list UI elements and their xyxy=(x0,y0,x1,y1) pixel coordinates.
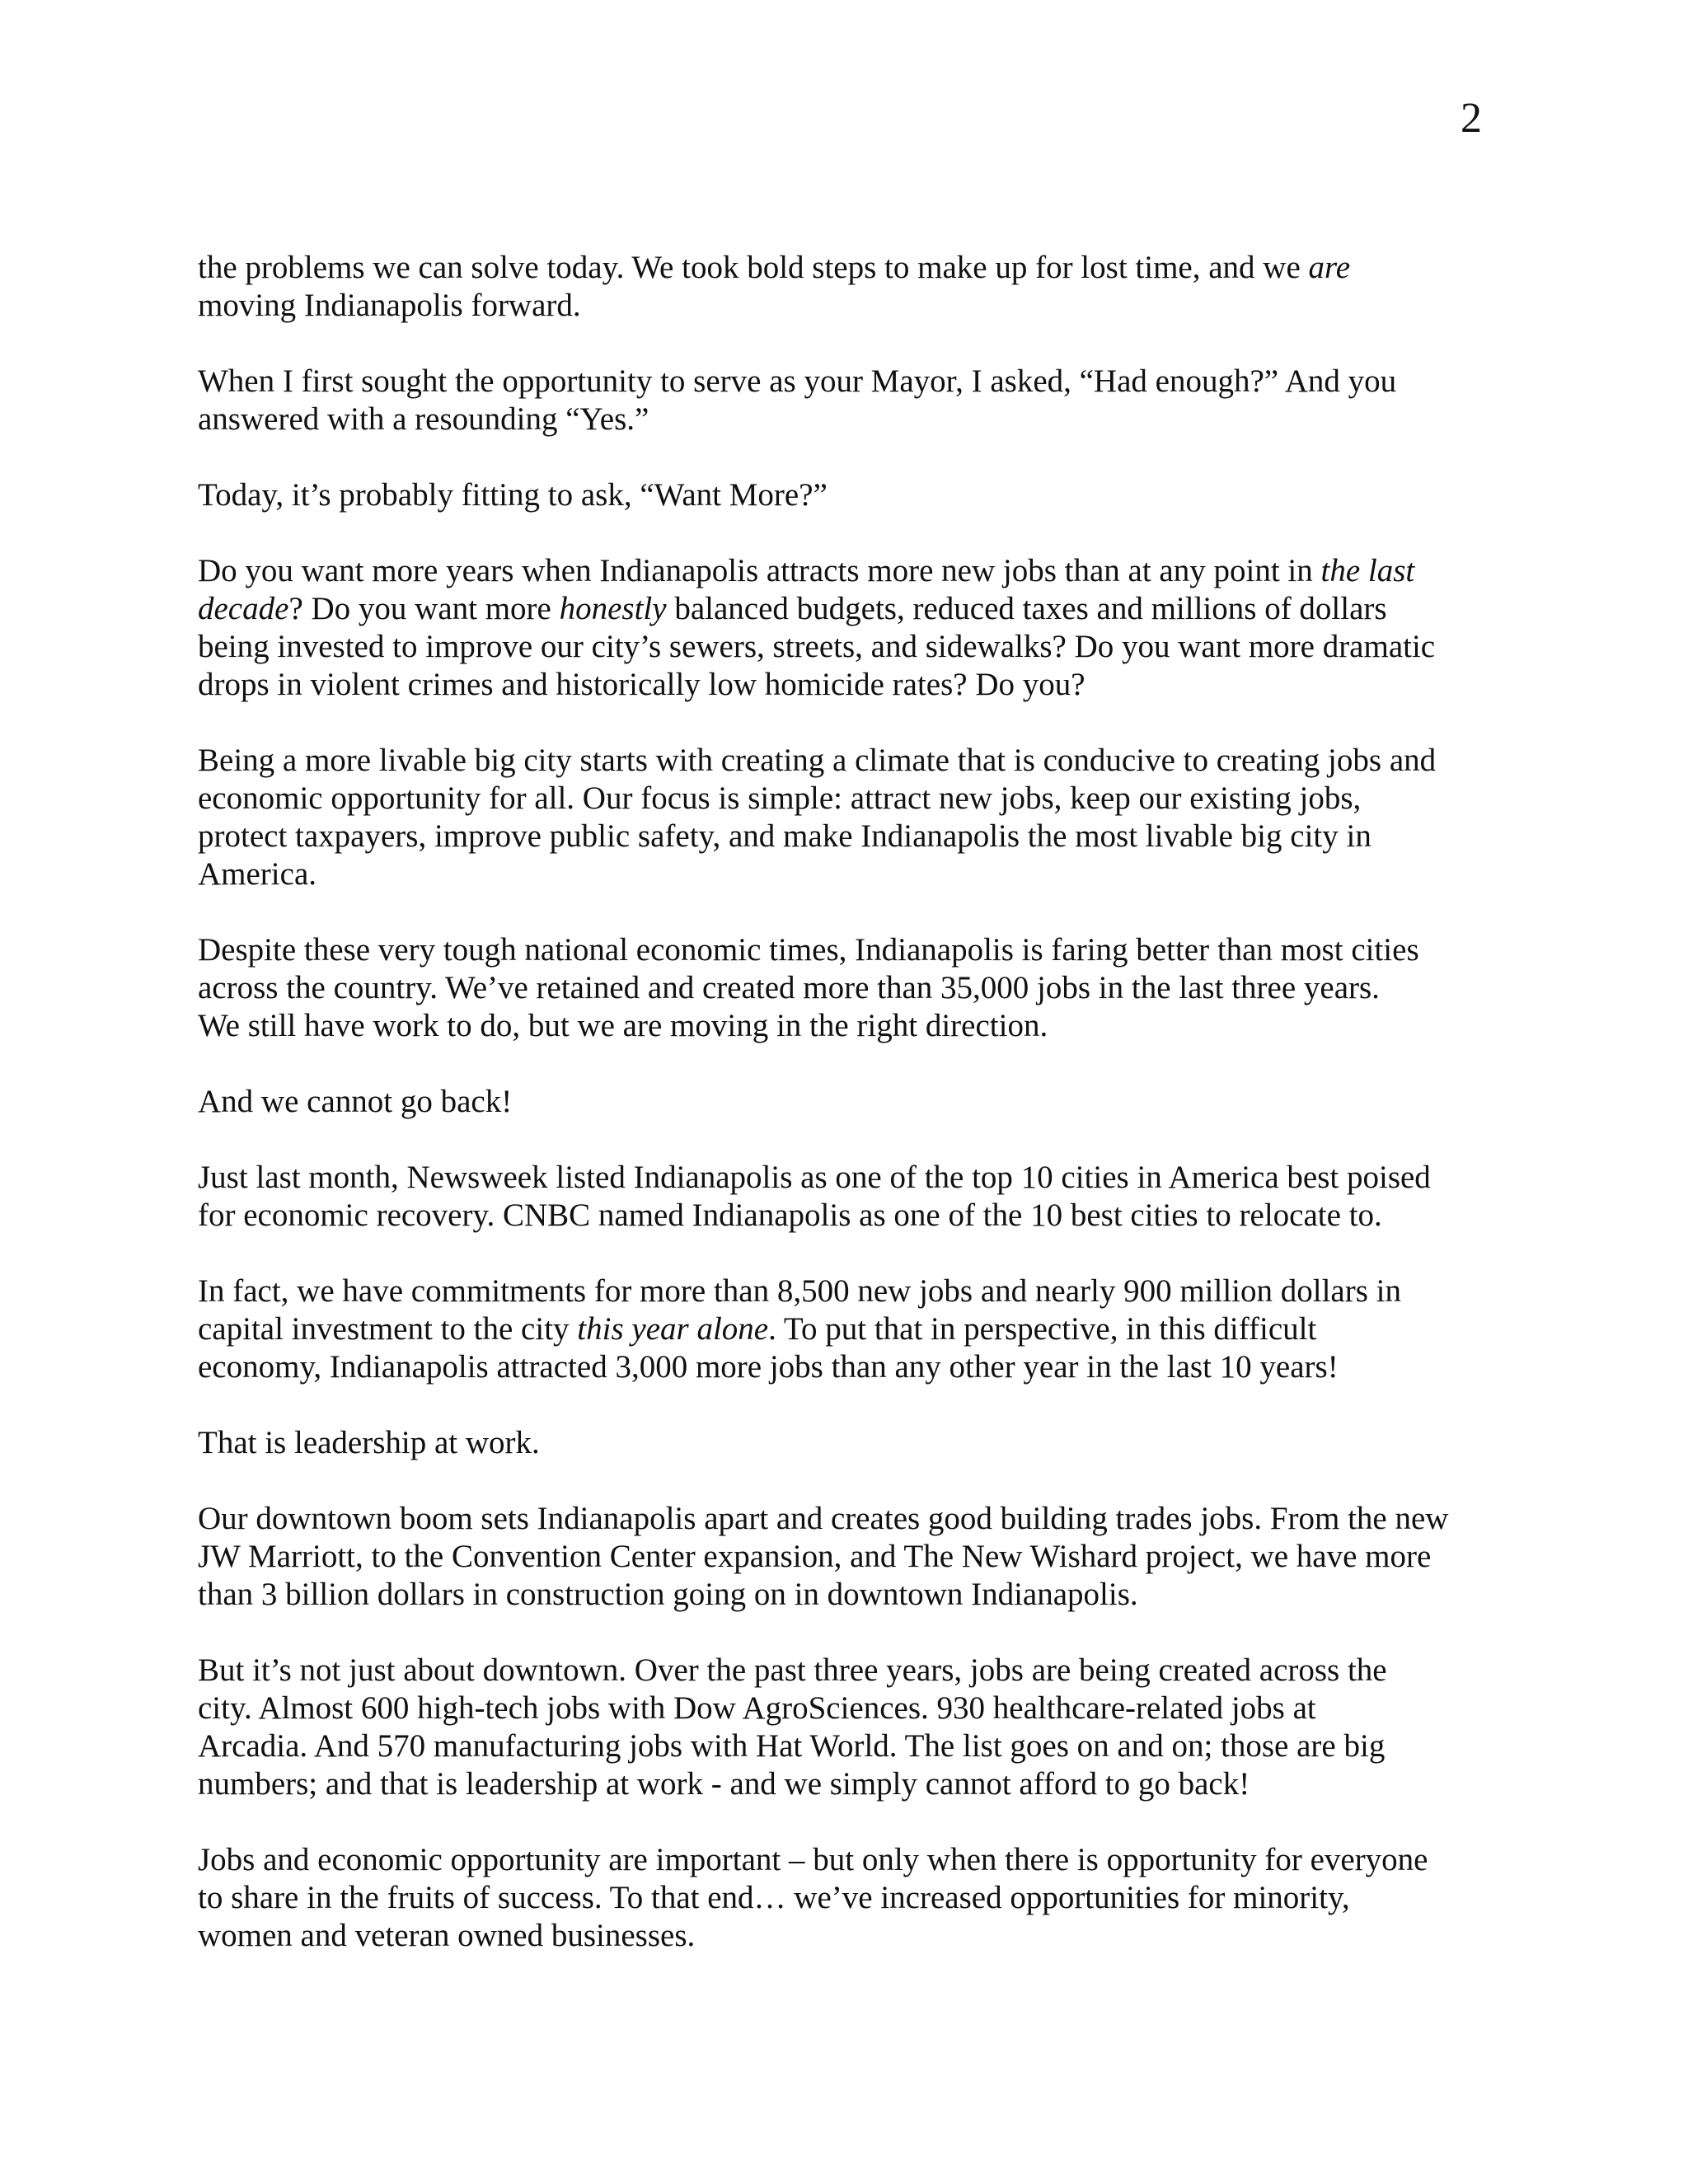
text-line: decade? Do you want more honestly balanced budgets, reduced taxes and millions of dollars xyxy=(198,591,1387,626)
italic-text: are xyxy=(1308,250,1351,285)
text-line: numbers; and that is leadership at work - and we simply cannot afford to go back! xyxy=(198,1766,1250,1802)
text-line: answered with a resounding “Yes.” xyxy=(198,401,649,437)
text-line: than 3 billion dollars in construction going on in downtown Indianapolis. xyxy=(198,1577,1138,1612)
paragraph xyxy=(198,1083,1508,1121)
text-line: capital investment to the city this year alone. To put that in perspective, in this difficult xyxy=(198,1311,1317,1347)
text-line: In fact, we have commitments for more than 8,500 new jobs and nearly 900 million dollars in xyxy=(198,1273,1401,1309)
paragraph xyxy=(198,363,1508,438)
page-number: 2 xyxy=(1461,95,1482,142)
text-line: When I first sought the opportunity to serve as your Mayor, I asked, “Had enough?” And you xyxy=(198,363,1397,399)
paragraph xyxy=(198,1652,1508,1803)
text-line: Being a more livable big city starts with creating a climate that is conducive to creating jobs and xyxy=(198,743,1437,778)
paragraph xyxy=(198,1841,1508,1955)
text-line: But it’s not just about downtown. Over the past three years, jobs are being created across the xyxy=(198,1652,1387,1688)
text-line: for economic recovery. CNBC named Indianapolis as one of the 10 best cities to relocate to. xyxy=(198,1197,1382,1233)
paragraph xyxy=(198,1500,1508,1614)
text-line: Our downtown boom sets Indianapolis apart and creates good building trades jobs. From the new xyxy=(198,1501,1449,1536)
text-line: being invested to improve our city’s sewers, streets, and sidewalks? Do you want more dramatic xyxy=(198,629,1436,664)
paragraph xyxy=(198,249,1508,325)
text-line: city. Almost 600 high-tech jobs with Dow AgroSciences. 930 healthcare-related jobs at xyxy=(198,1690,1316,1726)
text-line: economy, Indianapolis attracted 3,000 more jobs than any other year in the last 10 years! xyxy=(198,1349,1339,1385)
text-line: And we cannot go back! xyxy=(198,1084,513,1119)
text-line: across the country. We’ve retained and created more than 35,000 jobs in the last three years. xyxy=(198,970,1380,1005)
text-line: Jobs and economic opportunity are important – but only when there is opportunity for everyone xyxy=(198,1842,1428,1877)
paragraph xyxy=(198,476,1508,514)
italic-text: this year alone xyxy=(577,1311,769,1347)
text-line: Arcadia. And 570 manufacturing jobs with Hat World. The list goes on and on; those are big xyxy=(198,1728,1386,1764)
text-line: Just last month, Newsweek listed Indianapolis as one of the top 10 cities in America best poised xyxy=(198,1160,1431,1195)
text-line: women and veteran owned businesses. xyxy=(198,1918,696,1953)
text-line: We still have work to do, but we are moving in the right direction. xyxy=(198,1008,1048,1043)
italic-text: the last xyxy=(1320,553,1415,588)
paragraph xyxy=(198,742,1508,893)
italic-text: decade xyxy=(198,591,289,626)
document-body xyxy=(198,249,1508,1993)
text-line: America. xyxy=(198,856,317,892)
text-line: Today, it’s probably fitting to ask, “Want More?” xyxy=(198,477,828,513)
paragraph xyxy=(198,1272,1508,1386)
text-line: moving Indianapolis forward. xyxy=(198,288,581,323)
paragraph xyxy=(198,931,1508,1045)
text-line: to share in the fruits of success. To that end… we’ve increased opportunities for minority, xyxy=(198,1880,1350,1915)
text-line: Do you want more years when Indianapolis attracts more new jobs than at any point in the last xyxy=(198,553,1415,588)
text-line: economic opportunity for all. Our focus is simple: attract new jobs, keep our existing jobs, xyxy=(198,780,1362,816)
text-line: JW Marriott, to the Convention Center expansion, and The New Wishard project, we have more xyxy=(198,1539,1432,1574)
paragraph xyxy=(198,552,1508,704)
paragraph xyxy=(198,1159,1508,1235)
text-line: That is leadership at work. xyxy=(198,1425,540,1460)
text-line: protect taxpayers, improve public safety, and make Indianapolis the most livable big city in xyxy=(198,818,1372,854)
paragraph xyxy=(198,1424,1508,1462)
text-line: the problems we can solve today. We took bold steps to make up for lost time, and we are xyxy=(198,250,1351,285)
text-line: drops in violent crimes and historically low homicide rates? Do you? xyxy=(198,667,1085,702)
italic-text: honestly xyxy=(559,591,667,626)
text-line: Despite these very tough national economic times, Indianapolis is faring better than most cities xyxy=(198,932,1419,968)
